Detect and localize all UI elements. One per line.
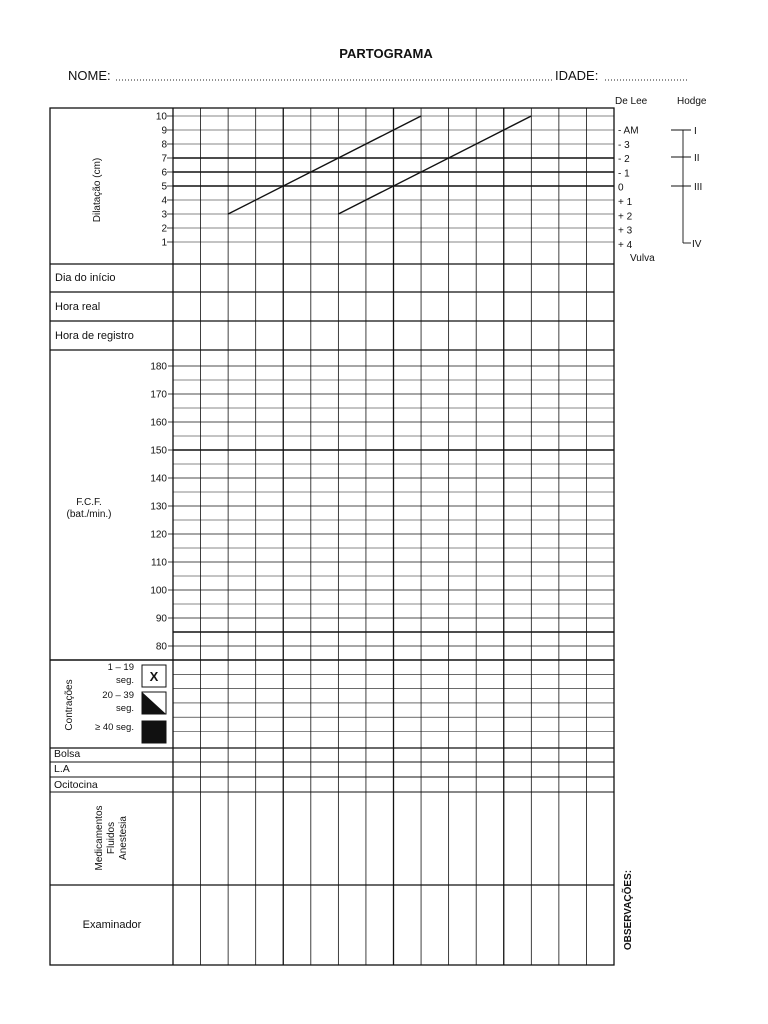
fcf-tick-label: 80: [155, 641, 167, 653]
contracao-legend-3-line1: ≥ 40 seg.: [94, 722, 134, 733]
nome-label: NOME:: [68, 68, 111, 83]
station-scale: [618, 126, 702, 251]
form-frame: [50, 108, 614, 965]
dilatacao-tick-label: 1: [161, 237, 167, 249]
bolsa-label: Bolsa: [54, 748, 81, 760]
ocitocina-label: Ocitocina: [54, 779, 98, 791]
fcf-tick-label: 90: [155, 613, 167, 625]
delee-label: - 2: [618, 154, 630, 166]
delee-label: - 1: [618, 168, 630, 180]
delee-label: + 2: [618, 211, 633, 223]
hora-registro-label: Hora de registro: [55, 330, 134, 342]
delee-label: + 3: [618, 225, 633, 237]
medicamentos-label: Medicamentos: [94, 805, 105, 871]
fcf-unit-label: (bat./min.): [66, 509, 112, 520]
fcf-tick-label: 180: [150, 361, 167, 373]
axis-ticks: [150, 112, 173, 653]
delee-label: + 1: [618, 197, 633, 208]
fluidos-label: Fluidos: [106, 821, 117, 855]
contracao-legend-1-line1: 1 – 19: [107, 662, 134, 673]
dilatacao-tick-label: 7: [161, 153, 167, 165]
hodge-label: I: [694, 126, 697, 137]
fcf-tick-label: 130: [150, 501, 167, 513]
fcf-tick-label: 160: [150, 417, 167, 429]
observacoes-label: OBSERVAÇÕES:: [623, 869, 634, 951]
alert-line: [228, 116, 421, 214]
contracao-full-box-icon: [142, 721, 166, 743]
contracao-legend-1-line2: seg.: [116, 675, 134, 686]
dilatacao-tick-label: 9: [161, 125, 167, 137]
idade-label: IDADE:: [555, 68, 599, 83]
hodge-label: II: [694, 153, 700, 164]
fcf-tick-label: 170: [150, 389, 167, 401]
hodge-label: III: [694, 182, 703, 193]
delee-label: 0: [618, 182, 624, 194]
alert-line: [338, 116, 531, 214]
dilatacao-label: Dilatação (cm): [92, 157, 103, 223]
contracao-x-mark: X: [149, 669, 159, 684]
dilatacao-tick-label: 10: [155, 111, 167, 123]
examinador-label: Examinador: [82, 919, 142, 931]
contracao-legend-2-line1: 20 – 39: [102, 690, 134, 701]
hodge-label: IV: [692, 239, 702, 250]
delee-label: - 3: [618, 139, 630, 151]
la-label: L.A: [54, 763, 70, 775]
delee-label: + 4: [618, 239, 633, 251]
vulva-label: Vulva: [630, 253, 655, 264]
anestesia-label: Anestesia: [118, 816, 129, 860]
alert-action-lines: [228, 116, 531, 214]
dilatacao-tick-label: 8: [161, 139, 167, 151]
fcf-tick-label: 140: [150, 473, 167, 485]
contracoes-label: Contrações: [64, 679, 75, 731]
hora-real-label: Hora real: [55, 301, 101, 313]
fcf-tick-label: 110: [151, 557, 167, 569]
fcf-tick-label: 120: [150, 529, 167, 541]
dilatacao-tick-label: 6: [161, 167, 167, 179]
dilatacao-tick-label: 4: [161, 195, 167, 207]
dia-inicio-label: Dia do início: [55, 272, 116, 284]
hodge-header: Hodge: [677, 96, 707, 107]
contracao-legend-2-line2: seg.: [116, 703, 134, 714]
partogram-grid: [50, 108, 614, 965]
dilatacao-tick-label: 2: [161, 223, 167, 235]
fcf-tick-label: 100: [150, 585, 167, 597]
fcf-label: F.C.F.: [76, 497, 102, 508]
delee-label: - AM: [618, 125, 639, 137]
dilatacao-tick-label: 3: [161, 209, 167, 221]
page-title: PARTOGRAMA: [339, 46, 433, 61]
fcf-tick-label: 150: [150, 445, 167, 457]
dilatacao-tick-label: 5: [161, 181, 167, 193]
delee-header: De Lee: [615, 96, 648, 107]
